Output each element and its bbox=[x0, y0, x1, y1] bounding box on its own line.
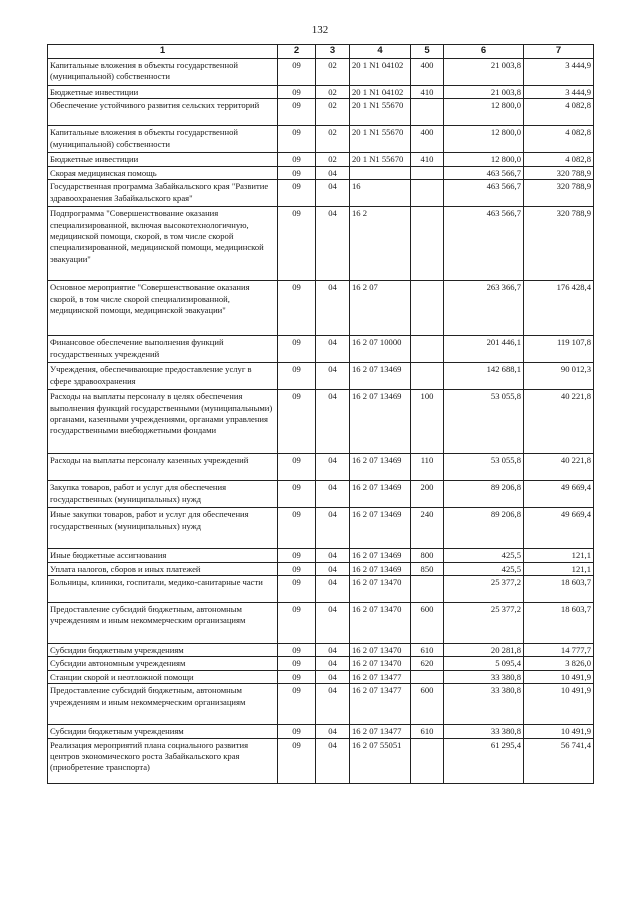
table-row bbox=[48, 336, 594, 363]
amount-planned: 33 380,8 bbox=[444, 725, 524, 738]
section-code: 09 bbox=[278, 670, 316, 683]
row-name: Больницы, клиники, госпитали, медико-санитарные части bbox=[48, 576, 278, 603]
amount-executed: 10 491,9 bbox=[524, 670, 594, 683]
column-header: 1 bbox=[48, 45, 278, 59]
table-row bbox=[48, 126, 594, 153]
expense-type-code bbox=[411, 576, 444, 603]
amount-planned: 53 055,8 bbox=[444, 454, 524, 481]
expense-type-code: 850 bbox=[411, 562, 444, 575]
table-row bbox=[48, 180, 594, 207]
row-name: Расходы на выплаты персоналу казенных учреждений bbox=[48, 454, 278, 481]
expense-type-code: 600 bbox=[411, 603, 444, 644]
row-name: Уплата налогов, сборов и иных платежей bbox=[48, 562, 278, 575]
subsection-code: 04 bbox=[316, 562, 350, 575]
table-row bbox=[48, 562, 594, 575]
row-name: Бюджетные инвестиции bbox=[48, 153, 278, 166]
row-name: Закупка товаров, работ и услуг для обеспечения государственных (муниципальных) нужд bbox=[48, 481, 278, 508]
table-row bbox=[48, 576, 594, 603]
amount-executed: 4 082,8 bbox=[524, 126, 594, 153]
subsection-code: 04 bbox=[316, 336, 350, 363]
section-code: 09 bbox=[278, 508, 316, 549]
subsection-code: 04 bbox=[316, 363, 350, 390]
expense-type-code: 410 bbox=[411, 86, 444, 99]
table-row bbox=[48, 99, 594, 126]
budget-table bbox=[47, 44, 594, 784]
target-article-code: 16 2 07 13470 bbox=[350, 603, 411, 644]
amount-planned: 25 377,2 bbox=[444, 576, 524, 603]
row-name: Скорая медицинская помощь bbox=[48, 166, 278, 179]
amount-executed: 320 788,9 bbox=[524, 180, 594, 207]
expense-type-code: 400 bbox=[411, 59, 444, 86]
target-article-code: 16 2 07 13477 bbox=[350, 684, 411, 725]
subsection-code: 04 bbox=[316, 390, 350, 454]
amount-planned: 5 095,4 bbox=[444, 657, 524, 670]
expense-type-code: 240 bbox=[411, 508, 444, 549]
section-code: 09 bbox=[278, 684, 316, 725]
column-header: 2 bbox=[278, 45, 316, 59]
section-code: 09 bbox=[278, 603, 316, 644]
table-row bbox=[48, 166, 594, 179]
table-row bbox=[48, 738, 594, 783]
row-name: Станции скорой и неотложной помощи bbox=[48, 670, 278, 683]
subsection-code: 04 bbox=[316, 738, 350, 783]
row-name: Иные бюджетные ассигнования bbox=[48, 549, 278, 562]
expense-type-code: 800 bbox=[411, 549, 444, 562]
amount-executed: 18 603,7 bbox=[524, 603, 594, 644]
row-name: Финансовое обеспечение выполнения функций государственных учреждений bbox=[48, 336, 278, 363]
subsection-code: 04 bbox=[316, 281, 350, 336]
section-code: 09 bbox=[278, 99, 316, 126]
subsection-code: 04 bbox=[316, 684, 350, 725]
amount-planned: 263 366,7 bbox=[444, 281, 524, 336]
table-row bbox=[48, 670, 594, 683]
table-row bbox=[48, 549, 594, 562]
row-name: Подпрограмма "Совершенствование оказания специализированной, включая высокотехнологичную, медицинской помощи, скорой, в том числе скорой специализированной, медицинской помощи, медицинской эвакуации" bbox=[48, 207, 278, 281]
table-row bbox=[48, 454, 594, 481]
amount-planned: 33 380,8 bbox=[444, 670, 524, 683]
amount-planned: 89 206,8 bbox=[444, 508, 524, 549]
section-code: 09 bbox=[278, 59, 316, 86]
expense-type-code: 200 bbox=[411, 481, 444, 508]
subsection-code: 04 bbox=[316, 454, 350, 481]
row-name: Иные закупки товаров, работ и услуг для обеспечения государственных (муниципальных) нужд bbox=[48, 508, 278, 549]
table-row bbox=[48, 657, 594, 670]
amount-planned: 53 055,8 bbox=[444, 390, 524, 454]
subsection-code: 04 bbox=[316, 725, 350, 738]
section-code: 09 bbox=[278, 562, 316, 575]
amount-planned: 463 566,7 bbox=[444, 207, 524, 281]
row-name: Основное мероприятие "Совершенствование оказания скорой, в том числе скорой специализированной, медицинской помощи, медицинской эвакуации" bbox=[48, 281, 278, 336]
target-article-code: 20 1 N1 04102 bbox=[350, 86, 411, 99]
amount-executed: 119 107,8 bbox=[524, 336, 594, 363]
target-article-code: 16 2 07 13470 bbox=[350, 657, 411, 670]
amount-planned: 463 566,7 bbox=[444, 166, 524, 179]
amount-planned: 142 688,1 bbox=[444, 363, 524, 390]
target-article-code: 16 2 07 13469 bbox=[350, 549, 411, 562]
target-article-code: 16 2 07 13469 bbox=[350, 562, 411, 575]
subsection-code: 02 bbox=[316, 99, 350, 126]
amount-planned: 12 800,0 bbox=[444, 153, 524, 166]
subsection-code: 04 bbox=[316, 481, 350, 508]
row-name: Расходы на выплаты персоналу в целях обеспечения выполнения функций государственными (муниципальными) органами, казенными учреждениями, органами управления государственными внебюджетными фондами bbox=[48, 390, 278, 454]
expense-type-code bbox=[411, 670, 444, 683]
expense-type-code bbox=[411, 99, 444, 126]
row-name: Государственная программа Забайкальского края "Развитие здравоохранения Забайкальского края" bbox=[48, 180, 278, 207]
amount-planned: 21 003,8 bbox=[444, 86, 524, 99]
table-row bbox=[48, 363, 594, 390]
subsection-code: 04 bbox=[316, 644, 350, 657]
column-header: 6 bbox=[444, 45, 524, 59]
target-article-code: 16 2 07 13469 bbox=[350, 390, 411, 454]
section-code: 09 bbox=[278, 153, 316, 166]
amount-executed: 10 491,9 bbox=[524, 684, 594, 725]
expense-type-code: 410 bbox=[411, 153, 444, 166]
row-name: Капитальные вложения в объекты государственной (муниципальной) собственности bbox=[48, 126, 278, 153]
amount-planned: 425,5 bbox=[444, 549, 524, 562]
row-name: Бюджетные инвестиции bbox=[48, 86, 278, 99]
target-article-code bbox=[350, 166, 411, 179]
target-article-code: 16 2 07 13477 bbox=[350, 725, 411, 738]
row-name: Субсидии автономным учреждениям bbox=[48, 657, 278, 670]
expense-type-code: 600 bbox=[411, 684, 444, 725]
target-article-code: 16 2 07 bbox=[350, 281, 411, 336]
header-row bbox=[48, 45, 594, 59]
section-code: 09 bbox=[278, 481, 316, 508]
amount-executed: 40 221,8 bbox=[524, 454, 594, 481]
amount-executed: 176 428,4 bbox=[524, 281, 594, 336]
expense-type-code bbox=[411, 281, 444, 336]
column-header: 4 bbox=[350, 45, 411, 59]
amount-executed: 10 491,9 bbox=[524, 725, 594, 738]
row-name: Предоставление субсидий бюджетным, автономным учреждениям и иным некоммерческим организациям bbox=[48, 603, 278, 644]
target-article-code: 16 bbox=[350, 180, 411, 207]
expense-type-code: 620 bbox=[411, 657, 444, 670]
subsection-code: 04 bbox=[316, 508, 350, 549]
expense-type-code bbox=[411, 738, 444, 783]
amount-executed: 49 669,4 bbox=[524, 508, 594, 549]
subsection-code: 02 bbox=[316, 59, 350, 86]
expense-type-code bbox=[411, 363, 444, 390]
amount-executed: 18 603,7 bbox=[524, 576, 594, 603]
section-code: 09 bbox=[278, 644, 316, 657]
subsection-code: 04 bbox=[316, 207, 350, 281]
section-code: 09 bbox=[278, 576, 316, 603]
amount-planned: 33 380,8 bbox=[444, 684, 524, 725]
section-code: 09 bbox=[278, 363, 316, 390]
column-header: 7 bbox=[524, 45, 594, 59]
amount-planned: 463 566,7 bbox=[444, 180, 524, 207]
table-row bbox=[48, 725, 594, 738]
amount-executed: 14 777,7 bbox=[524, 644, 594, 657]
target-article-code: 16 2 07 13469 bbox=[350, 481, 411, 508]
amount-executed: 320 788,9 bbox=[524, 207, 594, 281]
amount-executed: 121,1 bbox=[524, 549, 594, 562]
expense-type-code bbox=[411, 207, 444, 281]
section-code: 09 bbox=[278, 657, 316, 670]
section-code: 09 bbox=[278, 336, 316, 363]
amount-executed: 3 444,9 bbox=[524, 86, 594, 99]
expense-type-code: 610 bbox=[411, 644, 444, 657]
section-code: 09 bbox=[278, 86, 316, 99]
table-row bbox=[48, 86, 594, 99]
amount-executed: 56 741,4 bbox=[524, 738, 594, 783]
table-row bbox=[48, 644, 594, 657]
row-name: Реализация мероприятий плана социального развития центров экономического роста Забайкальского края (приобретение транспорта) bbox=[48, 738, 278, 783]
target-article-code: 16 2 07 13469 bbox=[350, 363, 411, 390]
amount-executed: 90 012,3 bbox=[524, 363, 594, 390]
expense-type-code bbox=[411, 166, 444, 179]
page-number: 132 bbox=[311, 24, 329, 36]
table-row bbox=[48, 207, 594, 281]
subsection-code: 04 bbox=[316, 549, 350, 562]
table-row bbox=[48, 508, 594, 549]
table-row bbox=[48, 281, 594, 336]
row-name: Учреждения, обеспечивающие предоставление услуг в сфере здравоохранения bbox=[48, 363, 278, 390]
subsection-code: 02 bbox=[316, 86, 350, 99]
amount-planned: 425,5 bbox=[444, 562, 524, 575]
amount-planned: 201 446,1 bbox=[444, 336, 524, 363]
amount-planned: 12 800,0 bbox=[444, 99, 524, 126]
target-article-code: 16 2 07 10000 bbox=[350, 336, 411, 363]
amount-executed: 3 826,0 bbox=[524, 657, 594, 670]
section-code: 09 bbox=[278, 126, 316, 153]
row-name: Предоставление субсидий бюджетным, автономным учреждениям и иным некоммерческим организациям bbox=[48, 684, 278, 725]
table-row bbox=[48, 481, 594, 508]
section-code: 09 bbox=[278, 549, 316, 562]
section-code: 09 bbox=[278, 454, 316, 481]
expense-type-code: 610 bbox=[411, 725, 444, 738]
expense-type-code: 100 bbox=[411, 390, 444, 454]
target-article-code: 16 2 07 55051 bbox=[350, 738, 411, 783]
subsection-code: 04 bbox=[316, 670, 350, 683]
section-code: 09 bbox=[278, 738, 316, 783]
amount-executed: 40 221,8 bbox=[524, 390, 594, 454]
row-name: Обеспечение устойчивого развития сельских территорий bbox=[48, 99, 278, 126]
amount-planned: 89 206,8 bbox=[444, 481, 524, 508]
target-article-code: 16 2 07 13469 bbox=[350, 508, 411, 549]
subsection-code: 04 bbox=[316, 180, 350, 207]
target-article-code: 20 1 N1 55670 bbox=[350, 153, 411, 166]
target-article-code: 16 2 bbox=[350, 207, 411, 281]
amount-executed: 320 788,9 bbox=[524, 166, 594, 179]
expense-type-code: 400 bbox=[411, 126, 444, 153]
amount-planned: 25 377,2 bbox=[444, 603, 524, 644]
subsection-code: 04 bbox=[316, 166, 350, 179]
section-code: 09 bbox=[278, 180, 316, 207]
row-name: Субсидии бюджетным учреждениям bbox=[48, 644, 278, 657]
section-code: 09 bbox=[278, 390, 316, 454]
amount-executed: 121,1 bbox=[524, 562, 594, 575]
amount-planned: 12 800,0 bbox=[444, 126, 524, 153]
column-header: 3 bbox=[316, 45, 350, 59]
section-code: 09 bbox=[278, 281, 316, 336]
subsection-code: 04 bbox=[316, 657, 350, 670]
table-row bbox=[48, 390, 594, 454]
amount-executed: 3 444,9 bbox=[524, 59, 594, 86]
row-name: Субсидии бюджетным учреждениям bbox=[48, 725, 278, 738]
subsection-code: 02 bbox=[316, 126, 350, 153]
expense-type-code: 110 bbox=[411, 454, 444, 481]
table-row bbox=[48, 59, 594, 86]
target-article-code: 16 2 07 13477 bbox=[350, 670, 411, 683]
section-code: 09 bbox=[278, 166, 316, 179]
expense-type-code bbox=[411, 180, 444, 207]
table-row bbox=[48, 153, 594, 166]
amount-planned: 20 281,8 bbox=[444, 644, 524, 657]
target-article-code: 16 2 07 13470 bbox=[350, 644, 411, 657]
target-article-code: 20 1 N1 55670 bbox=[350, 99, 411, 126]
target-article-code: 16 2 07 13470 bbox=[350, 576, 411, 603]
column-header: 5 bbox=[411, 45, 444, 59]
subsection-code: 04 bbox=[316, 576, 350, 603]
table-row bbox=[48, 603, 594, 644]
amount-executed: 4 082,8 bbox=[524, 99, 594, 126]
amount-planned: 61 295,4 bbox=[444, 738, 524, 783]
amount-executed: 4 082,8 bbox=[524, 153, 594, 166]
section-code: 09 bbox=[278, 725, 316, 738]
target-article-code: 16 2 07 13469 bbox=[350, 454, 411, 481]
section-code: 09 bbox=[278, 207, 316, 281]
table-row bbox=[48, 684, 594, 725]
target-article-code: 20 1 N1 04102 bbox=[350, 59, 411, 86]
target-article-code: 20 1 N1 55670 bbox=[350, 126, 411, 153]
subsection-code: 04 bbox=[316, 603, 350, 644]
row-name: Капитальные вложения в объекты государственной (муниципальной) собственности bbox=[48, 59, 278, 86]
expense-type-code bbox=[411, 336, 444, 363]
amount-executed: 49 669,4 bbox=[524, 481, 594, 508]
amount-planned: 21 003,8 bbox=[444, 59, 524, 86]
subsection-code: 02 bbox=[316, 153, 350, 166]
